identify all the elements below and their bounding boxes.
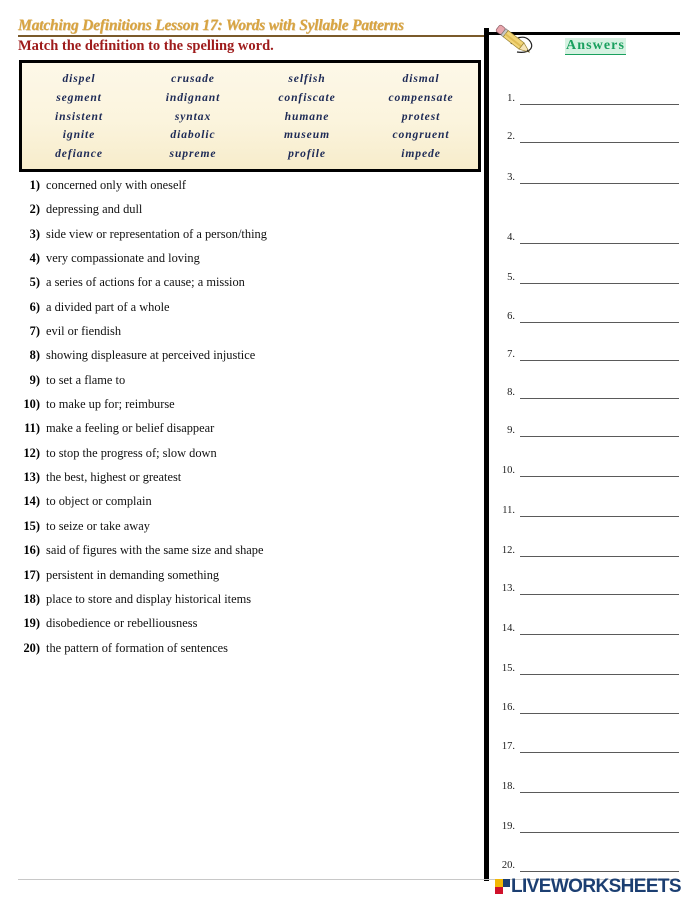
definition-row <box>14 300 474 324</box>
word-bank-word: dismal <box>402 71 440 85</box>
definition-row <box>14 421 474 445</box>
answer-number: 13. <box>501 582 515 594</box>
word-bank-word: ignite <box>62 128 96 142</box>
definition-row <box>14 543 474 567</box>
answer-number: 17. <box>501 740 515 752</box>
definition-number: 2) <box>29 202 40 217</box>
answer-input-blank[interactable] <box>520 93 679 105</box>
answer-row <box>489 465 679 477</box>
definition-text: the pattern of formation of sentences <box>46 640 229 655</box>
definition-row <box>14 227 474 251</box>
definition-number: 9) <box>29 372 40 387</box>
definition-number: 13) <box>23 470 40 485</box>
answers-panel <box>489 0 700 906</box>
word-bank-word: dispel <box>62 71 96 85</box>
definition-number: 10) <box>23 397 40 412</box>
word-bank-word: syntax <box>174 109 212 123</box>
definition-row <box>14 275 474 299</box>
definition-number: 20) <box>23 640 40 655</box>
answer-input-blank[interactable] <box>520 583 679 595</box>
answer-row <box>489 349 679 361</box>
definition-number: 11) <box>24 421 40 436</box>
definition-text: to seize or take away <box>46 518 150 533</box>
definition-text: very compassionate and loving <box>46 251 200 266</box>
word-bank-word: museum <box>284 128 330 142</box>
word-bank-word: diabolic <box>170 128 216 142</box>
definition-text: make a feeling or belief disappear <box>46 421 215 436</box>
definition-row <box>14 616 474 640</box>
definition-row <box>14 494 474 518</box>
definition-text: side view or representation of a person/thing <box>46 226 267 241</box>
definition-text: place to store and display historical items <box>46 591 252 606</box>
answer-number: 19. <box>501 820 515 832</box>
word-bank-word: crusade <box>171 71 215 85</box>
answer-row <box>489 545 679 557</box>
answer-number: 12. <box>501 544 515 556</box>
answer-row <box>489 663 679 675</box>
word-bank-word: insistent <box>54 109 104 123</box>
definition-text: a divided part of a whole <box>46 299 170 314</box>
answer-number: 9. <box>507 424 515 436</box>
definition-number: 18) <box>23 591 40 606</box>
answer-row <box>489 172 679 184</box>
worksheet-instructions: Match the definition to the spelling word. <box>18 38 274 54</box>
answer-row <box>489 741 679 753</box>
logo-cell-white <box>503 887 511 895</box>
definition-text: evil or fiendish <box>46 324 122 339</box>
answer-input-blank[interactable] <box>520 349 679 361</box>
word-bank-word: profile <box>288 147 326 161</box>
liveworksheets-logo[interactable] <box>495 877 681 896</box>
answer-number: 3. <box>507 171 515 183</box>
answer-row <box>489 860 679 872</box>
word-bank-column-2 <box>136 70 250 164</box>
liveworksheets-logo-icon <box>495 879 510 894</box>
answer-row <box>489 311 679 323</box>
answer-number: 5. <box>507 271 515 283</box>
answer-input-blank[interactable] <box>520 272 679 284</box>
answer-number: 20. <box>501 859 515 871</box>
definition-row <box>14 251 474 275</box>
word-bank-grid <box>22 63 478 169</box>
word-bank-word: compensate <box>388 90 454 104</box>
answer-number: 16. <box>501 701 515 713</box>
definition-text: the best, highest or greatest <box>46 470 182 485</box>
definition-number: 17) <box>23 567 40 582</box>
definition-row <box>14 470 474 494</box>
answer-input-blank[interactable] <box>520 131 679 143</box>
word-bank-word: defiance <box>55 147 103 161</box>
answer-input-blank[interactable] <box>520 545 679 557</box>
word-bank-word: confiscate <box>278 90 336 104</box>
definition-row <box>14 202 474 226</box>
definition-row <box>14 592 474 616</box>
definition-text: persistent in demanding something <box>46 567 220 582</box>
definition-row <box>14 568 474 592</box>
definition-number: 16) <box>23 543 40 558</box>
answer-number: 15. <box>501 662 515 674</box>
definition-row <box>14 397 474 421</box>
answer-input-blank[interactable] <box>520 663 679 675</box>
answer-input-blank[interactable] <box>520 623 679 635</box>
answer-row <box>489 583 679 595</box>
word-bank-word: segment <box>56 90 102 104</box>
answer-input-blank[interactable] <box>520 741 679 753</box>
answer-number: 18. <box>501 780 515 792</box>
definition-text: to set a flame to <box>46 372 126 387</box>
liveworksheets-wordmark: LIVEWORKSHEETS <box>511 876 682 897</box>
definition-text: a series of actions for a cause; a mission <box>46 275 245 290</box>
word-bank-word: protest <box>401 109 441 123</box>
answer-input-blank[interactable] <box>520 860 679 872</box>
definition-number: 1) <box>29 178 40 192</box>
definition-number: 12) <box>23 445 40 460</box>
answer-number: 7. <box>507 348 515 360</box>
definition-number: 6) <box>29 299 40 314</box>
answer-number: 10. <box>501 464 515 476</box>
title-underline-rule <box>18 35 488 37</box>
answer-number: 11. <box>502 504 515 516</box>
answer-row <box>489 821 679 833</box>
page-title: Matching Definitions Lesson 17: Words with Syllable Patterns <box>18 17 404 34</box>
word-bank-column-4 <box>364 70 478 164</box>
answer-number: 14. <box>501 622 515 634</box>
logo-cell-yellow <box>495 879 503 887</box>
word-bank-column-1 <box>22 70 136 164</box>
answer-number: 2. <box>507 130 515 142</box>
definition-number: 19) <box>23 616 40 631</box>
word-bank-word: supreme <box>169 147 217 161</box>
word-bank-column-3 <box>250 70 364 164</box>
definition-row <box>14 178 474 202</box>
answer-number: 1. <box>507 92 515 104</box>
answer-input-blank[interactable] <box>520 387 679 399</box>
answer-row <box>489 387 679 399</box>
answer-lines-list <box>489 0 700 906</box>
definition-row <box>14 446 474 470</box>
word-bank-box <box>19 60 481 172</box>
definition-text: said of figures with the same size and shape <box>46 543 264 558</box>
answer-number: 6. <box>507 310 515 322</box>
definition-text: depressing and dull <box>46 202 143 217</box>
definition-text: concerned only with oneself <box>46 178 187 192</box>
answers-heading: Answers <box>566 38 626 53</box>
answer-input-blank[interactable] <box>520 505 679 517</box>
answer-row <box>489 425 679 437</box>
answer-row <box>489 623 679 635</box>
definition-row <box>14 348 474 372</box>
definition-text: to stop the progress of; slow down <box>46 445 217 460</box>
definition-number: 3) <box>29 226 40 241</box>
word-bank-word: impede <box>401 147 441 161</box>
definition-row <box>14 373 474 397</box>
answer-number: 8. <box>507 386 515 398</box>
logo-cell-red <box>495 887 503 895</box>
answer-input-blank[interactable] <box>520 425 679 437</box>
answer-row <box>489 272 679 284</box>
answer-row <box>489 702 679 714</box>
answer-row <box>489 781 679 793</box>
definition-list <box>14 178 474 665</box>
definition-number: 8) <box>29 348 40 363</box>
word-bank-word: selfish <box>288 71 326 85</box>
answer-input-blank[interactable] <box>520 232 679 244</box>
definition-number: 7) <box>29 324 40 339</box>
logo-cell-navy <box>503 879 511 887</box>
answer-number: 4. <box>507 231 515 243</box>
answer-input-blank[interactable] <box>520 702 679 714</box>
definition-number: 5) <box>29 275 40 290</box>
answer-row <box>489 131 679 143</box>
answer-input-blank[interactable] <box>520 821 679 833</box>
definition-text: disobedience or rebelliousness <box>46 616 198 631</box>
answer-input-blank[interactable] <box>520 311 679 323</box>
answer-row <box>489 505 679 517</box>
definition-text: to make up for; reimburse <box>46 397 175 412</box>
definition-text: to object or complain <box>46 494 152 509</box>
definition-text: showing displeasure at perceived injustice <box>46 348 256 363</box>
word-bank-word: congruent <box>392 128 450 142</box>
word-bank-word: indignant <box>165 90 221 104</box>
answer-row <box>489 232 679 244</box>
answer-row <box>489 93 679 105</box>
answer-input-blank[interactable] <box>520 781 679 793</box>
definition-number: 14) <box>23 494 40 509</box>
definition-number: 4) <box>29 251 40 266</box>
definition-row <box>14 324 474 348</box>
word-bank-word: humane <box>284 109 330 123</box>
definition-row <box>14 641 474 665</box>
definition-number: 15) <box>23 518 40 533</box>
answer-input-blank[interactable] <box>520 465 679 477</box>
answer-input-blank[interactable] <box>520 172 679 184</box>
definition-row <box>14 519 474 543</box>
